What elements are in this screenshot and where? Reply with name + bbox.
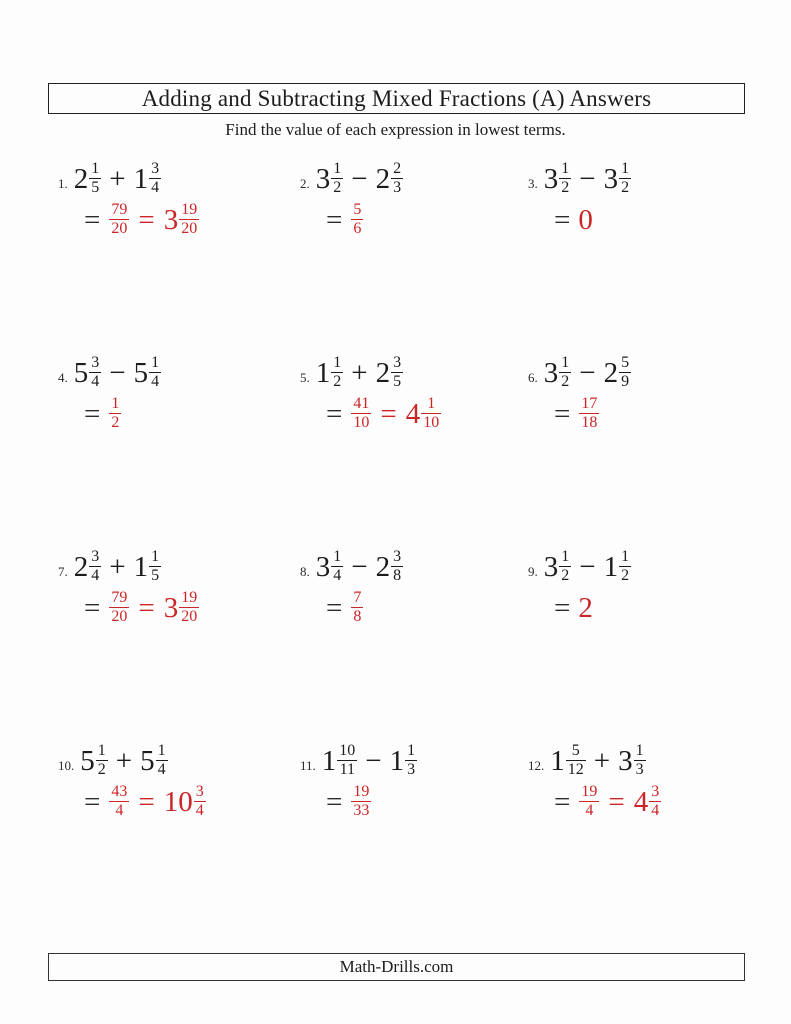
fraction-part — [149, 548, 161, 585]
expression — [58, 548, 290, 588]
denominator: 2 — [621, 178, 630, 196]
fraction-part — [149, 160, 161, 197]
numerator: 5 — [621, 353, 630, 371]
numerator: 10 — [339, 741, 356, 759]
whole-part: 3 — [603, 163, 619, 195]
expression — [58, 742, 290, 782]
answer — [554, 396, 748, 435]
fraction — [350, 782, 371, 819]
problem — [290, 742, 518, 936]
problem-number: 7. — [58, 564, 68, 579]
fraction — [350, 200, 363, 237]
page-title: Adding and Subtracting Mixed Fractions (A) Answers — [141, 85, 652, 111]
fraction-part — [89, 160, 101, 197]
fraction-part — [351, 395, 371, 432]
whole-number — [578, 204, 593, 236]
problem-number: 6. — [528, 370, 538, 385]
problem-number: 9. — [528, 564, 538, 579]
denominator: 4 — [157, 760, 166, 778]
mixed-number — [73, 547, 102, 584]
numerator: 41 — [353, 394, 370, 412]
expression — [300, 742, 518, 782]
numerator: 5 — [353, 200, 362, 218]
fraction-part — [331, 160, 343, 197]
denominator: 4 — [151, 372, 160, 390]
mixed-number — [315, 159, 344, 196]
numerator: 3 — [393, 547, 402, 565]
answer — [326, 590, 518, 629]
mixed-number — [133, 353, 162, 390]
problem — [518, 742, 748, 936]
operator: − — [351, 551, 368, 583]
whole-part: 1 — [133, 551, 149, 583]
fraction-part — [109, 201, 129, 238]
fraction-part — [351, 783, 371, 820]
mixed-number — [315, 353, 344, 390]
fraction-part — [649, 783, 661, 820]
mixed-number — [133, 159, 162, 196]
numerator: 79 — [111, 588, 128, 606]
whole-part: 1 — [321, 745, 337, 777]
mixed-number — [375, 159, 404, 196]
denominator: 20 — [181, 607, 198, 625]
fraction-part — [331, 354, 343, 391]
whole-part: 2 — [73, 163, 89, 195]
problem — [290, 548, 518, 742]
equals-sign: = — [138, 591, 155, 624]
mixed-number — [80, 741, 108, 778]
denominator: 6 — [353, 219, 362, 237]
fraction-part — [109, 783, 129, 820]
answer — [326, 396, 518, 435]
equals-sign: = — [84, 591, 101, 624]
numerator: 79 — [111, 200, 128, 218]
site-name: Math-Drills.com — [339, 957, 454, 976]
whole-number — [578, 592, 593, 624]
fraction-part — [89, 354, 101, 391]
equals-sign: = — [138, 785, 155, 818]
whole-part: 3 — [163, 203, 179, 236]
answer — [84, 396, 290, 435]
whole-part: 2 — [603, 357, 619, 389]
fraction-part — [179, 201, 199, 238]
operator: + — [109, 551, 126, 583]
numerator: 3 — [393, 353, 402, 371]
problem — [290, 354, 518, 548]
fraction-part — [619, 160, 631, 197]
denominator: 5 — [393, 372, 402, 390]
mixed-number — [321, 741, 358, 778]
denominator: 4 — [333, 566, 342, 584]
whole-part: 0 — [578, 203, 593, 236]
fraction-part — [559, 354, 571, 391]
operator: + — [109, 163, 126, 195]
answer — [84, 784, 290, 823]
mixed-number — [543, 353, 572, 390]
denominator: 4 — [91, 372, 100, 390]
problem — [518, 354, 748, 548]
mixed-number — [550, 741, 586, 778]
equals-sign: = — [84, 785, 101, 818]
mixed-number — [163, 588, 200, 625]
answer — [554, 202, 748, 240]
mixed-number — [603, 547, 632, 584]
operator: − — [109, 357, 126, 389]
expression — [300, 354, 518, 394]
denominator: 12 — [567, 760, 584, 778]
fraction-part — [619, 548, 631, 585]
numerator: 1 — [151, 353, 160, 371]
whole-part: 3 — [315, 551, 331, 583]
fraction-part — [109, 395, 121, 432]
denominator: 8 — [393, 566, 402, 584]
fraction-part — [619, 354, 631, 391]
equals-sign: = — [554, 397, 571, 430]
mixed-number — [389, 741, 418, 778]
operator: − — [351, 163, 368, 195]
denominator: 3 — [635, 760, 644, 778]
operator: + — [115, 745, 133, 777]
operator: − — [365, 745, 382, 777]
denominator: 2 — [621, 566, 630, 584]
fraction-part — [405, 742, 417, 779]
denominator: 2 — [111, 413, 120, 431]
denominator: 4 — [651, 801, 660, 819]
fraction — [108, 782, 129, 819]
whole-part: 3 — [543, 163, 559, 195]
mixed-number — [375, 353, 404, 390]
numerator: 1 — [157, 741, 166, 759]
mixed-number — [163, 200, 200, 237]
whole-part: 1 — [603, 551, 619, 583]
numerator: 3 — [91, 353, 100, 371]
numerator: 1 — [621, 547, 630, 565]
fraction-part — [331, 548, 343, 585]
whole-part: 3 — [618, 745, 633, 777]
expression — [58, 354, 290, 394]
problem-number: 5. — [300, 370, 310, 385]
denominator: 4 — [195, 801, 204, 819]
problem-number: 2. — [300, 176, 310, 191]
denominator: 2 — [97, 760, 106, 778]
operator: + — [351, 357, 368, 389]
denominator: 3 — [407, 760, 416, 778]
operator: − — [579, 357, 596, 389]
numerator: 19 — [181, 200, 198, 218]
fraction — [350, 394, 371, 431]
numerator: 3 — [91, 547, 100, 565]
denominator: 9 — [621, 372, 630, 390]
numerator: 1 — [333, 353, 342, 371]
numerator: 1 — [561, 159, 570, 177]
mixed-number — [73, 159, 102, 196]
denominator: 5 — [151, 566, 160, 584]
mixed-number — [543, 159, 572, 196]
fraction-part — [391, 548, 403, 585]
denominator: 4 — [91, 566, 100, 584]
fraction-part — [156, 742, 168, 779]
whole-part: 5 — [140, 745, 155, 777]
fraction — [108, 200, 129, 237]
denominator: 4 — [115, 801, 124, 819]
numerator: 3 — [195, 782, 204, 800]
equals-sign: = — [326, 203, 343, 236]
fraction-part — [559, 548, 571, 585]
problem-number: 1. — [58, 176, 68, 191]
numerator: 19 — [181, 588, 198, 606]
numerator: 1 — [97, 741, 106, 759]
problem — [48, 160, 290, 354]
mixed-number — [73, 353, 102, 390]
denominator: 10 — [353, 413, 370, 431]
whole-part: 5 — [133, 357, 149, 389]
numerator: 1 — [561, 353, 570, 371]
problem — [48, 742, 290, 936]
denominator: 11 — [339, 760, 355, 778]
numerator: 1 — [407, 741, 416, 759]
numerator: 1 — [111, 394, 120, 412]
problem — [48, 354, 290, 548]
fraction-part — [421, 395, 441, 432]
problem-number: 8. — [300, 564, 310, 579]
numerator: 19 — [581, 782, 598, 800]
whole-part: 1 — [389, 745, 405, 777]
whole-part: 2 — [375, 551, 391, 583]
expression — [528, 354, 748, 394]
equals-sign: = — [554, 591, 571, 624]
problem — [518, 160, 748, 354]
whole-part: 1 — [315, 357, 331, 389]
numerator: 1 — [333, 547, 342, 565]
mixed-number — [375, 547, 404, 584]
fraction — [108, 588, 129, 625]
whole-part: 3 — [543, 551, 559, 583]
equals-sign: = — [608, 785, 625, 818]
fraction-part — [391, 354, 403, 391]
numerator: 17 — [581, 394, 598, 412]
fraction-part — [579, 783, 599, 820]
numerator: 1 — [561, 547, 570, 565]
expression — [58, 160, 290, 200]
answer — [84, 590, 290, 629]
fraction-part — [634, 742, 646, 779]
fraction — [578, 394, 599, 431]
expression — [300, 160, 518, 200]
fraction-part — [109, 589, 129, 626]
numerator: 2 — [393, 159, 402, 177]
whole-part: 5 — [73, 357, 89, 389]
denominator: 20 — [111, 607, 128, 625]
denominator: 2 — [333, 372, 342, 390]
fraction-part — [96, 742, 108, 779]
fraction — [108, 394, 121, 431]
fraction — [350, 588, 363, 625]
fraction-part — [89, 548, 101, 585]
fraction — [578, 782, 599, 819]
fraction-part — [149, 354, 161, 391]
fraction-part — [351, 201, 363, 238]
fraction-part — [194, 783, 206, 820]
expression — [300, 548, 518, 588]
problem-number: 11. — [300, 758, 316, 773]
numerator: 3 — [151, 159, 160, 177]
problem-number: 4. — [58, 370, 68, 385]
denominator: 4 — [151, 178, 160, 196]
mixed-number — [603, 353, 632, 390]
equals-sign: = — [138, 203, 155, 236]
denominator: 20 — [181, 219, 198, 237]
numerator: 7 — [353, 588, 362, 606]
numerator: 5 — [566, 742, 586, 761]
problems-grid — [48, 160, 748, 936]
fraction-part — [391, 160, 403, 197]
numerator: 1 — [151, 547, 160, 565]
numerator: 3 — [651, 782, 660, 800]
problem — [48, 548, 290, 742]
mixed-number — [618, 741, 646, 778]
problem — [290, 160, 518, 354]
fraction-part — [559, 160, 571, 197]
whole-part: 3 — [315, 163, 331, 195]
mixed-number — [140, 741, 168, 778]
mixed-number — [133, 547, 162, 584]
mixed-number — [603, 159, 632, 196]
denominator: 3 — [393, 178, 402, 196]
worksheet-title-box — [48, 83, 745, 114]
equals-sign: = — [84, 203, 101, 236]
fraction-part — [179, 589, 199, 626]
denominator: 33 — [353, 801, 370, 819]
fraction-part — [351, 589, 363, 626]
expression — [528, 548, 748, 588]
equals-sign: = — [326, 785, 343, 818]
fraction-part — [337, 742, 357, 779]
mixed-number — [633, 782, 662, 819]
whole-part: 3 — [543, 357, 559, 389]
fraction-part — [566, 742, 586, 779]
whole-part: 4 — [405, 397, 421, 430]
operator: − — [579, 551, 596, 583]
whole-part: 2 — [73, 551, 89, 583]
instructions-text: Find the value of each expression in lowest terms. — [225, 120, 566, 139]
operator: + — [593, 745, 611, 777]
whole-part: 1 — [133, 163, 149, 195]
numerator: 1 — [621, 159, 630, 177]
equals-sign: = — [326, 397, 343, 430]
mixed-number — [163, 782, 206, 819]
numerator: 1 — [421, 395, 441, 414]
denominator: 5 — [91, 178, 100, 196]
denominator: 20 — [111, 219, 128, 237]
equals-sign: = — [380, 397, 397, 430]
whole-part: 1 — [550, 745, 565, 777]
mixed-number — [315, 547, 344, 584]
footer-box — [48, 953, 745, 981]
whole-part: 5 — [80, 745, 95, 777]
equals-sign: = — [84, 397, 101, 430]
mixed-number — [543, 547, 572, 584]
denominator: 2 — [561, 178, 570, 196]
answer — [554, 590, 748, 628]
numerator: 43 — [111, 782, 128, 800]
expression — [528, 742, 748, 782]
whole-part: 10 — [163, 785, 193, 818]
answer — [326, 202, 518, 241]
problem-number: 12. — [528, 758, 545, 773]
equals-sign: = — [554, 203, 571, 236]
denominator: 2 — [561, 372, 570, 390]
answer — [326, 784, 518, 823]
denominator: 4 — [585, 801, 594, 819]
equals-sign: = — [326, 591, 343, 624]
fraction-part — [579, 395, 599, 432]
whole-part: 2 — [375, 357, 391, 389]
numerator: 1 — [333, 159, 342, 177]
mixed-number — [405, 394, 442, 431]
equals-sign: = — [554, 785, 571, 818]
problem-number: 10. — [58, 758, 75, 773]
operator: − — [579, 163, 596, 195]
problem-number: 3. — [528, 176, 538, 191]
whole-part: 3 — [163, 591, 179, 624]
problem — [518, 548, 748, 742]
answer — [554, 784, 748, 823]
whole-part: 2 — [578, 591, 593, 624]
expression — [528, 160, 748, 200]
denominator: 2 — [561, 566, 570, 584]
whole-part: 4 — [633, 785, 649, 818]
denominator: 8 — [353, 607, 362, 625]
denominator: 18 — [581, 413, 598, 431]
answer — [84, 202, 290, 241]
denominator: 10 — [423, 413, 440, 431]
whole-part: 2 — [375, 163, 391, 195]
denominator: 2 — [333, 178, 342, 196]
numerator: 1 — [91, 159, 100, 177]
numerator: 1 — [635, 741, 644, 759]
numerator: 19 — [353, 782, 370, 800]
